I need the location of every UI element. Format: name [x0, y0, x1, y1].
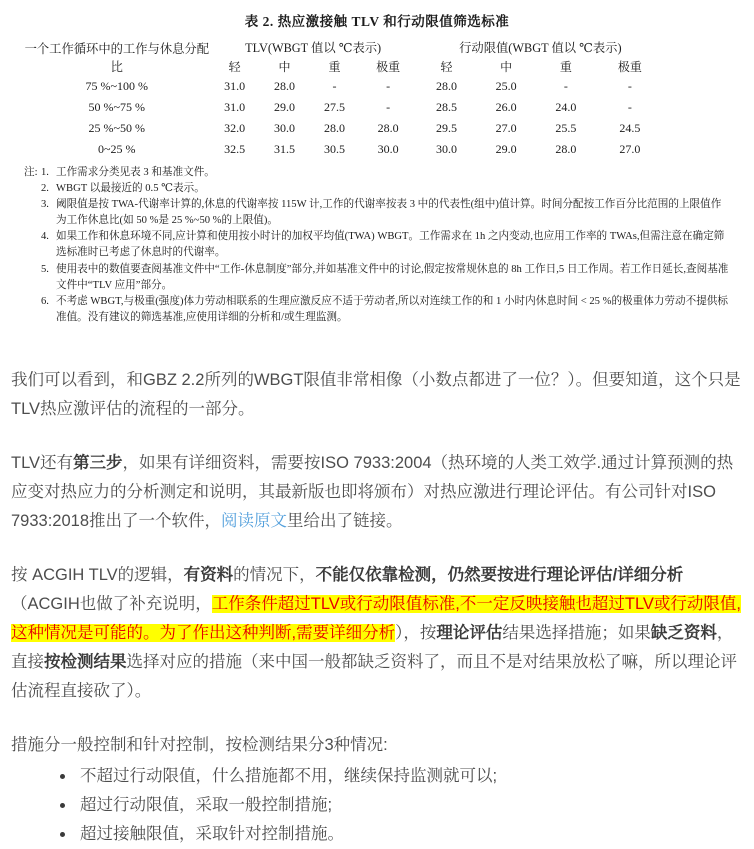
bold-text: 理论评估 — [436, 624, 503, 643]
intensity-header: 轻 — [440, 60, 453, 74]
highlighted-text: 工作条件超过TLV或行动限值标准,不一定反映接触也超过TLV或行动限值,这种情况是可能的。为了作出这种判断,需要详细分析 — [11, 595, 742, 643]
table-cell: 26.0 — [495, 100, 517, 114]
table-row — [24, 139, 664, 160]
footnote-text: 阈限值是按 TWA-代谢率计算的,休息的代谢率按 115W 计,工作的代谢率按表 3 中的代表性(组中)值计算。时间分配按工作百分比范围的上限值作为工作休息比(如 50 %是 25 %~50 %的上限值)。 — [56, 199, 722, 227]
table-cell: 24.5 — [619, 121, 641, 135]
table-cell: 27.0 — [619, 142, 641, 156]
paragraph-text: 按 ACGIH TLV的逻辑， — [11, 566, 184, 585]
table-title: 表 2. 热应激接触 TLV 和行动限值筛选标准 — [244, 14, 510, 29]
paragraph-acgih-logic — [11, 561, 743, 706]
bullet-icon — [60, 774, 65, 779]
paragraph-text: ），按 — [395, 624, 437, 643]
footnote-text: 工作需求分类见表 3 和基准文件。 — [56, 167, 215, 178]
table-cell: 31.0 — [224, 100, 246, 114]
list-item-text: 不超过行动限值，什么措施都不用，继续保持监测就可以; — [80, 767, 498, 786]
table-cell: 30.0 — [377, 142, 399, 156]
list-item-text: 超过接触限值，采取针对控制措施。 — [80, 825, 344, 844]
tlv-group-header: TLV(WBGT 值以 ℃表示) — [245, 41, 382, 55]
bold-text: 有资料 — [183, 566, 234, 585]
row-label: 75 %~100 % — [85, 79, 149, 93]
table-footnotes — [24, 165, 730, 326]
footnote-number: 1. — [41, 167, 49, 178]
footnote-number: 6. — [41, 295, 49, 307]
footnote-text: 使用表中的数值要查阅基准文件中“工作-休息制度”部分,并如基准文件中的讨论,假定按常规休息的 8h 工作日,5 日工作周。若工作日延长,查阅基准文件中“TLV 应用”部分。 — [56, 263, 729, 291]
table-cell: 32.0 — [224, 121, 246, 135]
intensity-header: 中 — [500, 60, 513, 74]
work-rest-ratio-header: 一个工作循环中的工作与休息分配比 — [24, 41, 210, 74]
bold-text: 按检测结果 — [44, 653, 127, 672]
bullet-icon — [60, 803, 65, 808]
table-cell: 28.0 — [377, 121, 399, 135]
list-item — [11, 820, 743, 849]
paragraph-measures-intro — [11, 731, 743, 760]
table-cell: 30.0 — [436, 142, 457, 156]
footnote — [24, 181, 730, 197]
table-cell: - — [563, 79, 568, 93]
paragraph-text: 的情况下， — [233, 566, 316, 585]
table-cell: - — [332, 79, 337, 93]
footnote-prefix: 注: — [24, 167, 38, 178]
measure-cases-list — [11, 762, 743, 849]
table-cell: 29.0 — [274, 100, 296, 114]
paragraph-third-step — [11, 449, 743, 536]
table-cell: - — [627, 100, 632, 114]
intensity-header: 极重 — [617, 60, 642, 74]
paragraph-text: 我们可以看到，和GBZ 2.2所列的WBGT限值非常相像（小数点都进了一位？）。但要知道，这个只是TLV热应激评估的流程的一部分。 — [11, 370, 741, 418]
table-row — [24, 97, 664, 118]
paragraph-text: TLV还有 — [11, 454, 74, 472]
bold-text: 第三步 — [73, 454, 123, 472]
table-cell: 28.0 — [555, 142, 577, 156]
table-cell: - — [386, 100, 391, 114]
table-cell: 32.5 — [224, 142, 246, 156]
table-cell: 29.0 — [495, 142, 517, 156]
paragraph-text: 结果选择措施；如果 — [502, 624, 651, 643]
footnote-number: 3. — [41, 199, 49, 211]
footnote — [24, 294, 730, 326]
table-cell: 28.0 — [436, 79, 457, 93]
intensity-header: 重 — [559, 60, 572, 74]
paragraph-text: 选择对应的措施（来中国一般都缺乏资料了，而且不是对结果放松了嘛，所以理论评估流程直接砍了）。 — [11, 653, 737, 701]
paragraph-comparison — [11, 366, 743, 424]
footnote — [24, 165, 730, 181]
paragraph-text: 措施分一般控制和针对控制，按检测结果分3种情况: — [11, 736, 388, 755]
footnote — [24, 229, 730, 261]
table-cell: 25.5 — [555, 121, 577, 135]
article-body — [0, 366, 754, 849]
table-cell: 28.5 — [436, 100, 457, 114]
bold-text: 缺乏资料 — [650, 624, 717, 643]
footnote-number: 5. — [41, 263, 49, 275]
row-label: 50 %~75 % — [88, 100, 146, 114]
action-limit-group-header: 行动限值(WBGT 值以 ℃表示) — [459, 41, 622, 55]
footnote-text: 如果工作和休息环境不同,应计算和使用按小时计的加权平均值(TWA) WBGT。工作需求在 1h 之内变动,也应用工作率的 TWAs,但需注意在确定筛选标准时已考虑了休息时的代谢率。 — [56, 231, 725, 259]
list-item-text: 超过行动限值，采取一般控制措施; — [80, 796, 333, 815]
footnote-text: WBGT 以最接近的 0.5 ℃表示。 — [56, 183, 205, 195]
screening-criteria-table-block — [0, 0, 754, 326]
table-cell: 24.0 — [555, 100, 577, 114]
bullet-icon — [60, 832, 65, 837]
wbgt-limits-table — [24, 37, 664, 160]
row-label: 25 %~50 % — [88, 121, 146, 135]
paragraph-text: （ACGIH也做了补充说明， — [11, 595, 212, 614]
table-cell: 25.0 — [495, 79, 517, 93]
intensity-header: 重 — [328, 60, 341, 74]
footnote — [24, 262, 730, 294]
table-cell: 30.0 — [274, 121, 296, 135]
footnote-text: 不考虑 WBGT,与极重(强度)体力劳动相联系的生理应激反应不适于劳动者,所以对连续工作的和 1 小时内休息时间 < 25 %的极重体力劳动不提供标准值。没有建议的筛选基准,应使用详细的分析和/或生理监测。 — [56, 295, 728, 323]
table-cell: 28.0 — [324, 121, 346, 135]
table-row — [24, 118, 664, 139]
table-cell: 27.0 — [495, 121, 517, 135]
table-row — [24, 76, 664, 97]
table-cell: - — [627, 79, 632, 93]
intensity-header: 极重 — [376, 60, 401, 74]
paragraph-text: ，直接 — [11, 624, 734, 672]
table-cell: - — [386, 79, 391, 93]
table-cell: 29.5 — [436, 121, 457, 135]
list-item — [11, 762, 743, 791]
intensity-header: 轻 — [228, 60, 241, 74]
row-label: 0~25 % — [98, 142, 136, 156]
footnote — [24, 197, 730, 229]
read-original-link[interactable]: 阅读原文 — [221, 512, 287, 531]
table-cell: 28.0 — [274, 79, 296, 93]
list-item — [11, 791, 743, 820]
footnote-number: 4. — [41, 231, 49, 243]
table-cell: 27.5 — [324, 100, 346, 114]
paragraph-text: ，如果有详细资料，需要按ISO 7933:2004（热环境的人类工效学.通过计算预测的热应变对热应力的分析测定和说明，其最新版也即将颁布）对热应激进行理论评估。有公司针对ISO 7933:2018推出了一个软件， — [11, 454, 734, 531]
table-cell: 31.0 — [224, 79, 246, 93]
intensity-header: 中 — [278, 60, 291, 74]
table-cell: 31.5 — [274, 142, 296, 156]
table-cell: 30.5 — [324, 142, 346, 156]
footnote-number: 2. — [41, 183, 49, 195]
paragraph-text: 里给出了链接。 — [287, 512, 403, 531]
bold-text: 不能仅依靠检测，仍然要按进行理论评估/详细分析 — [315, 566, 684, 585]
